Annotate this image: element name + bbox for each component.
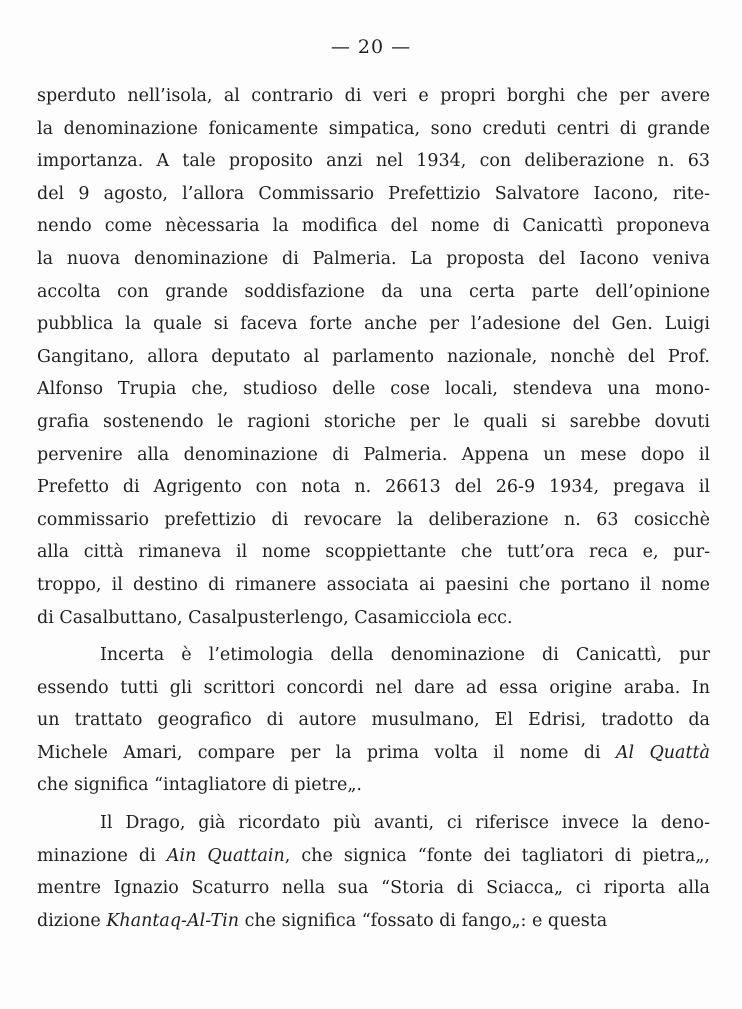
text-segment: la nuova denominazione di Palmeria. La proposta del Iacono veniva <box>37 248 710 269</box>
text-segment: mentre Ignazio Scaturro nella sua “Storia di Sciacca„ ci riporta alla <box>37 878 710 899</box>
text-segment: sperduto nell’isola, al contrario di veri e propri borghi che per avere <box>37 86 710 106</box>
text-line <box>37 113 710 146</box>
text-segment: dizione <box>37 910 107 931</box>
text-segment: commissario prefettizio di revocare la deliberazione n. 63 cosicchè <box>37 509 710 530</box>
text-line <box>37 210 710 243</box>
text-segment: importanza. A tale proposito anzi nel 1934, con deliberazione n. 63 <box>37 151 710 172</box>
text-line <box>37 737 710 770</box>
text-line <box>37 145 710 178</box>
italic-term: Al Quattà <box>615 742 710 763</box>
text-segment: troppo, il destino di rimanere associata ai paesini che portano il nome <box>37 574 710 595</box>
text-line <box>37 840 710 873</box>
text-segment: Alfonso Trupia che, studioso delle cose locali, stendeva una mono- <box>37 379 710 400</box>
text-line <box>37 569 710 602</box>
text-line <box>37 471 710 504</box>
text-segment: nendo come nècessaria la modifica del nome di Canicattì proponeva <box>37 216 710 237</box>
text-segment: Gangitano, allora deputato al parlamento nazionale, nonchè del Prof. <box>37 346 710 367</box>
text-segment: , che signica “fonte dei tagliatori di pietra„, <box>284 845 710 866</box>
text-segment: di Casalbuttano, Casalpusterlengo, Casamicciola ecc. <box>37 607 513 628</box>
text-line <box>37 504 710 537</box>
text-segment: che significa “intagliatore di pietre„. <box>37 775 362 796</box>
italic-term: Khantaq-Al-Tin <box>106 910 240 931</box>
text-line <box>37 178 710 211</box>
text-segment: del 9 agosto, l’allora Commissario Prefettizio Salvatore Iacono, rite- <box>37 183 710 204</box>
text-line <box>37 406 710 439</box>
text-segment: essendo tutti gli scrittori concordi nel dare ad essa origine araba. In <box>37 677 710 698</box>
text-line <box>37 308 710 341</box>
text-line <box>37 276 710 309</box>
text-segment: un trattato geografico di autore musulmano, El Edrisi, tradotto da <box>37 710 710 731</box>
paragraph <box>37 80 710 634</box>
text-line <box>37 639 710 672</box>
page-number: — 20 — <box>330 36 412 58</box>
text-line <box>37 905 710 938</box>
text-line <box>37 872 710 905</box>
text-line <box>37 602 710 635</box>
text-segment: la denominazione fonicamente simpatica, sono creduti centri di grande <box>37 118 710 139</box>
text-line <box>37 80 710 113</box>
text-line <box>37 769 710 802</box>
text-segment: pubblica la quale si faceva forte anche per l’adesione del Gen. Luigi <box>37 314 710 335</box>
text-segment: Il Drago, già ricordato più avanti, ci riferisce invece la deno- <box>100 813 710 834</box>
italic-term: Ain Quattain <box>166 845 285 866</box>
text-line <box>37 243 710 276</box>
text-segment: alla città rimaneva il nome scoppiettante che tutt’ora reca e, pur- <box>37 542 710 563</box>
body-text <box>37 80 710 937</box>
text-segment: Incerta è l’etimologia della denominazione di Canicattì, pur <box>100 645 710 666</box>
paragraph <box>37 807 710 937</box>
text-segment: accolta con grande soddisfazione da una certa parte dell’opinione <box>37 281 710 302</box>
text-line <box>37 536 710 569</box>
text-segment: che significa “fossato di fango„: e questa <box>239 910 608 931</box>
text-line <box>37 341 710 374</box>
text-segment: pervenire alla denominazione di Palmeria. Appena un mese dopo il <box>37 444 710 465</box>
text-segment: minazione di <box>37 845 167 866</box>
text-line <box>37 807 710 840</box>
text-line <box>37 373 710 406</box>
text-segment: Michele Amari, compare per la prima volta il nome di <box>37 742 616 763</box>
text-segment: grafia sostenendo le ragioni storiche per le quali si sarebbe dovuti <box>37 411 710 432</box>
paragraph <box>37 639 710 802</box>
text-line <box>37 704 710 737</box>
text-segment: Prefetto di Agrigento con nota n. 26613 del 26-9 1934, pregava il <box>37 477 710 498</box>
text-line <box>37 672 710 705</box>
text-line <box>37 439 710 472</box>
